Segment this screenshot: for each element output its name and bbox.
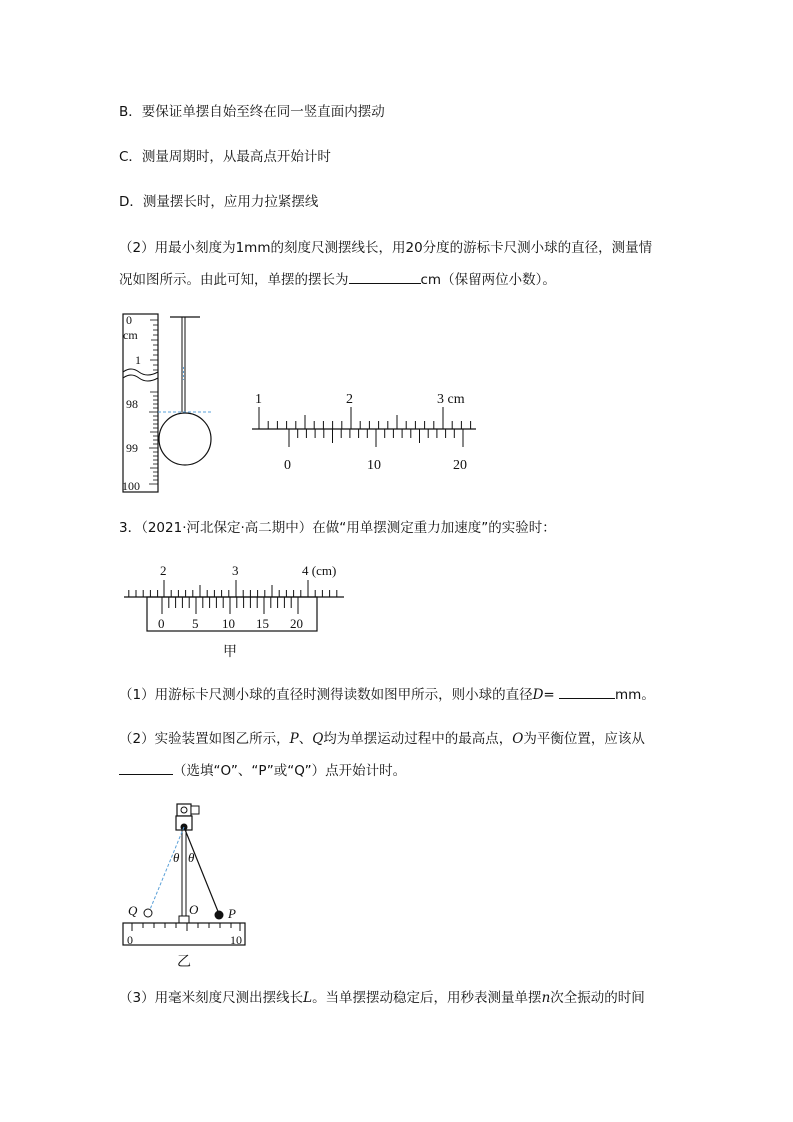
q3-part1-eq: = [543,687,555,703]
caliper2-vernier-label-0: 0 [158,616,165,631]
option-b: B．要保证单摆自始至终在同一竖直面内摆动 [119,104,385,120]
pendulum-caption: 乙 [177,955,191,970]
ruler-label-98: 98 [126,397,138,411]
q2-part2-line1: （2）用最小刻度为1mm的刻度尺测摆线长，用20分度的游标卡尺测小球的直径，测量情 [119,240,653,256]
var-p: P [289,731,299,747]
q3-part2-text-b: 均为单摆运动过程中的最高点， [323,731,513,747]
bob-at-p [215,911,224,920]
answer-blank-diameter[interactable] [559,684,615,699]
q3-part2-line1 [119,729,645,749]
caliper1-vernier-label-20: 20 [453,458,467,473]
caliper2-vernier-ticks [162,597,298,614]
ruler-label-100: 100 [122,479,140,493]
q3-part1-unit: mm。 [615,687,655,703]
pendulum-string-p [184,827,219,914]
q3-part3-text-c: 次全振动的时间 [550,990,645,1006]
answer-blank-start-point[interactable] [119,760,173,775]
base-scale [123,923,245,945]
caliper2-main-label-3: 3 [232,563,239,578]
caliper2-main-label-4: 4 (cm) [302,563,337,578]
caliper1-main-label-3: 3 cm [437,392,465,407]
q3-part3 [119,988,645,1008]
q3-part1 [119,684,655,705]
caliper1-vernier-label-0: 0 [284,458,291,473]
var-l: L [303,990,313,1006]
scale-label-0: 0 [127,933,133,947]
bob-at-q [144,909,152,917]
caliper2-vernier-label-10: 10 [222,616,235,631]
var-o: O [512,731,524,747]
caliper2-vernier-label-20: 20 [290,616,303,631]
label-o: O [189,902,199,917]
ruler-label-0: 0 [126,313,132,327]
ruler-label-99: 99 [126,441,138,455]
q3-part2-line2-text: （选填“O”、“P”或“Q”）点开始计时。 [173,763,407,779]
caliper2-vernier-label-15: 15 [256,616,269,631]
theta-left: θ [173,850,180,865]
caliper1-main-ticks [259,407,471,429]
caliper1-vernier-ticks [289,429,463,447]
ruler-ticks-bottom [149,392,158,484]
caliper1-main-label-2: 2 [346,392,353,407]
q2-part2-line2-text: 况如图所示。由此可知，单摆的摆长为 [119,272,349,288]
ruler-break-line-2 [123,375,158,381]
q2-part2-line2 [119,269,556,290]
q3-title: 3．（2021·河北保定·高二期中）在做“用单摆测定重力加速度”的实验时： [119,520,556,536]
q3-part3-text-a: （3）用毫米刻度尺测出摆线长 [119,990,304,1006]
q3-part2-sep: 、 [298,731,313,747]
var-d: D [532,687,544,703]
ruler-label-1: 1 [135,353,141,367]
pendulum-string-q [149,827,184,912]
stand-base [179,916,189,923]
label-q: Q [128,903,138,918]
pendulum-apparatus-figure [118,800,253,972]
option-c: C．测量周期时，从最高点开始计时 [119,149,331,165]
ruler-pendulum-figure [118,312,218,497]
ruler-ticks-top [150,320,158,370]
theta-right: θ [188,850,195,865]
q3-part2-text-c: 为平衡位置，应该从 [523,731,645,747]
option-d: D．测量摆长时，应用力拉紧摆线 [119,194,319,210]
pendulum-bob [159,413,211,465]
label-p: P [228,906,236,921]
caliper1-main-label-1: 1 [255,392,262,407]
ruler-break-line-1 [123,369,158,375]
clamp-top [177,804,191,816]
caliper1-vernier-label-10: 10 [367,458,381,473]
q3-part3-text-b: 。当单摆摆动稳定后，用秒表测量单摆 [312,990,542,1006]
caliper2-main-label-2: 2 [160,563,167,578]
clamp-knob [191,806,199,814]
scale-label-10: 10 [230,933,242,947]
ruler-label-cm: cm [123,328,138,342]
vernier-caliper-1 [250,385,480,477]
caliper2-main-ticks [129,580,337,597]
caliper2-caption: 甲 [223,645,237,660]
caliper2-vernier-label-5: 5 [192,616,199,631]
q3-part2-line2 [119,760,406,781]
q3-part1-text: （1）用游标卡尺测小球的直径时测得读数如图甲所示，则小球的直径 [119,687,533,703]
answer-blank-length[interactable] [349,269,421,284]
q2-part2-unit: cm（保留两位小数）。 [420,272,556,288]
var-q: Q [312,731,324,747]
vernier-caliper-2 [122,560,347,660]
var-n: n [541,990,551,1006]
q3-part2-text-a: （2）实验装置如图乙所示， [119,731,290,747]
